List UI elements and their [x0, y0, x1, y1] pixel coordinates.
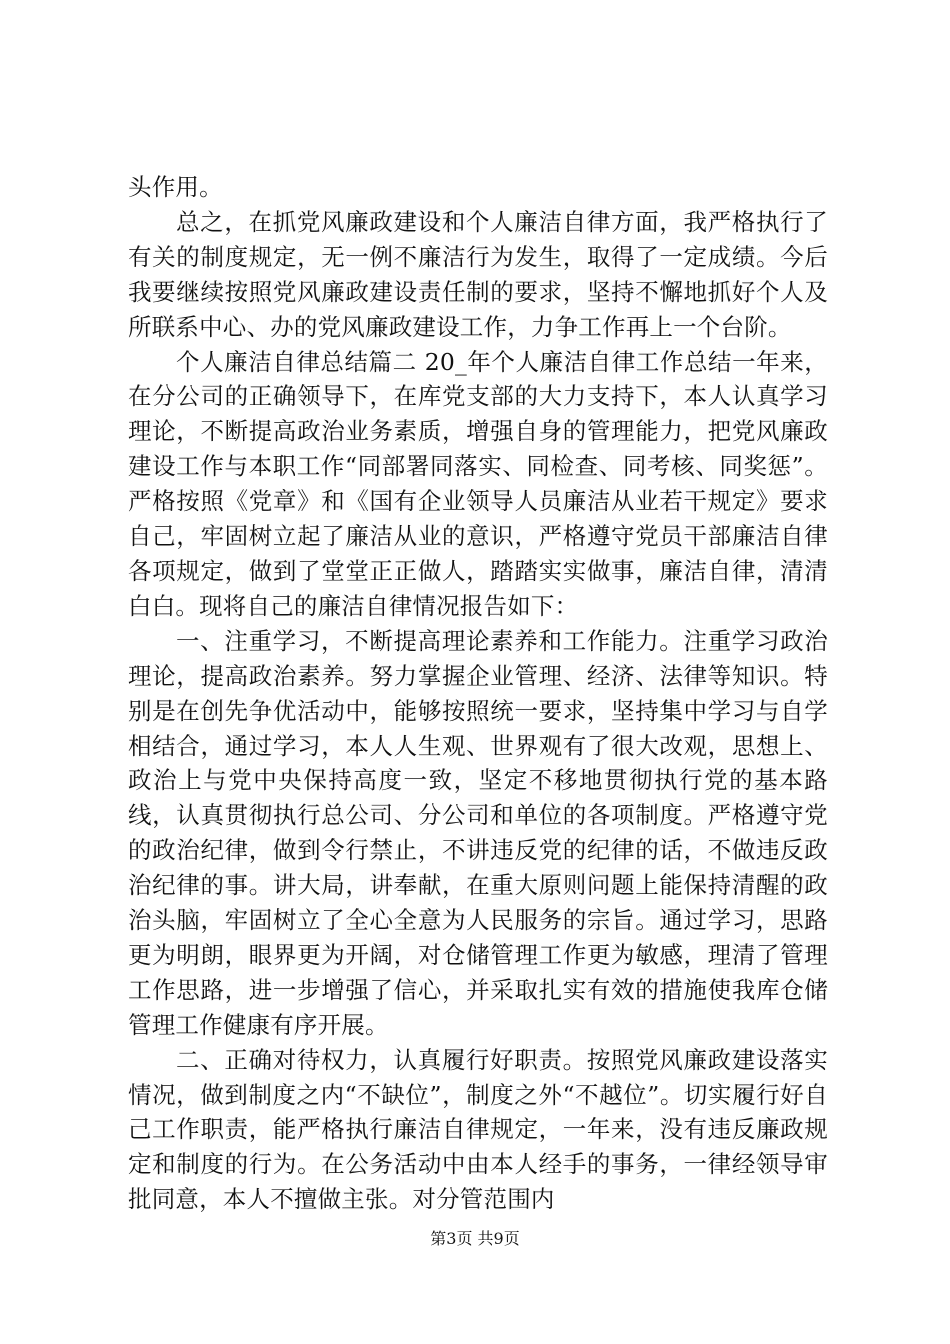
paragraph-section-two: 二、正确对待权力，认真履行好职责。按照党风廉政建设落实情况，做到制度之内“不缺位”，制度之外“不越位”。切实履行好自己工作职责，能严格执行廉洁自律规定，一年来，没有违反廉政规定和制度的行为。在公务活动中由本人经手的事务，一律经领导审批同意，本人不擅做主张。对分管范围内 [128, 1045, 828, 1214]
paragraph-summary: 总之，在抓党风廉政建设和个人廉洁自律方面，我严格执行了有关的制度规定，无一例不廉洁行为发生，取得了一定成绩。今后我要继续按照党风廉政建设责任制的要求，坚持不懈地抓好个人及所联系中心、办的党风廉政建设工作，力争工作再上一个台阶。 [128, 207, 828, 341]
page-number-footer: 第3页 共9页 [430, 1229, 520, 1248]
document-body [128, 170, 828, 1217]
paragraph-section-one: 一、注重学习，不断提高理论素养和工作能力。注重学习政治理论，提高政治素养。努力掌握企业管理、经济、法律等知识。特别是在创先争优活动中，能够按照统一要求，坚持集中学习与自学相结合，通过学习，本人人生观、世界观有了很大改观，思想上、政治上与党中央保持高度一致，坚定不移地贯彻执行党的基本路线，认真贯彻执行总公司、分公司和单位的各项制度。严格遵守党的政治纪律，做到令行禁止，不讲违反党的纪律的话，不做违反政治纪律的事。讲大局，讲奉献，在重大原则问题上能保持清醒的政治头脑，牢固树立了全心全意为人民服务的宗旨。通过学习，思路更为明朗，眼界更为开阔，对仓储管理工作更为敏感，理清了管理工作思路，进一步增强了信心，并采取扎实有效的措施使我库仓储管理工作健康有序开展。 [128, 626, 828, 1039]
paragraph-part-two-intro: 个人廉洁自律总结篇二 20_年个人廉洁自律工作总结一年来，在分公司的正确领导下，在库党支部的大力支持下，本人认真学习理论，不断提高政治业务素质，增强自身的管理能力，把党风廉政建设工作与本职工作“同部署同落实、同检查、同考核、同奖惩”。严格按照《党章》和《国有企业领导人员廉洁从业若干规定》要求自己，牢固树立起了廉洁从业的意识，严格遵守党员干部廉洁自律各项规定，做到了堂堂正正做人，踏踏实实做事，廉洁自律，清清白白。现将自己的廉洁自律情况报告如下： [128, 347, 828, 620]
paragraph-continuation: 头作用。 [128, 173, 223, 201]
